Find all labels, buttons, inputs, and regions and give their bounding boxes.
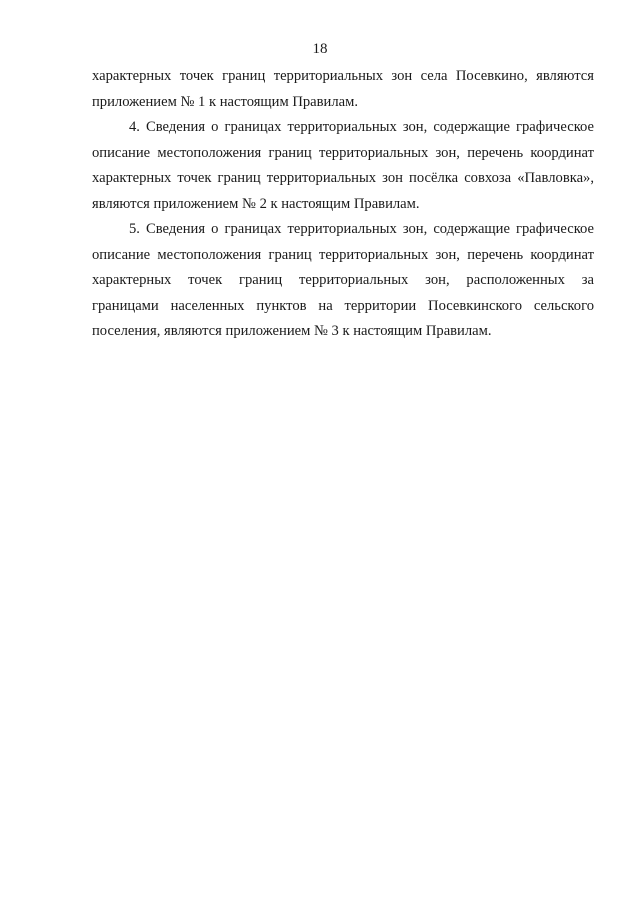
document-body <box>92 64 594 345</box>
text-line: поселения, являются приложением № 3 к настоящим Правилам. <box>92 323 492 339</box>
text-line: границами населенных пунктов на территории Посевкинского сельского <box>92 297 594 314</box>
text-line: 4. Сведения о границах территориальных зон, содержащие графическое <box>129 119 594 135</box>
text-line: являются приложением № 2 к настоящим Правилам. <box>92 195 420 212</box>
paragraph-continuation <box>92 64 594 115</box>
text-line: характерных точек границ территориальных зон посёлка совхоза «Павловка», <box>92 170 594 186</box>
text-line: 5. Сведения о границах территориальных зон, содержащие графическое <box>129 221 594 237</box>
page-number: 18 <box>312 41 328 57</box>
text-line: характерных точек границ территориальных зон, расположенных за <box>92 272 594 288</box>
text-line: характерных точек границ территориальных зон села Посевкино, являются <box>92 68 594 84</box>
paragraph-item-5 <box>92 217 594 345</box>
text-line: приложением № 1 к настоящим Правилам. <box>92 93 359 110</box>
text-line: описание местоположения границ территориальных зон, перечень координат <box>92 246 594 263</box>
text-line: описание местоположения границ территориальных зон, перечень координат <box>92 144 594 161</box>
paragraph-item-4 <box>92 115 594 217</box>
